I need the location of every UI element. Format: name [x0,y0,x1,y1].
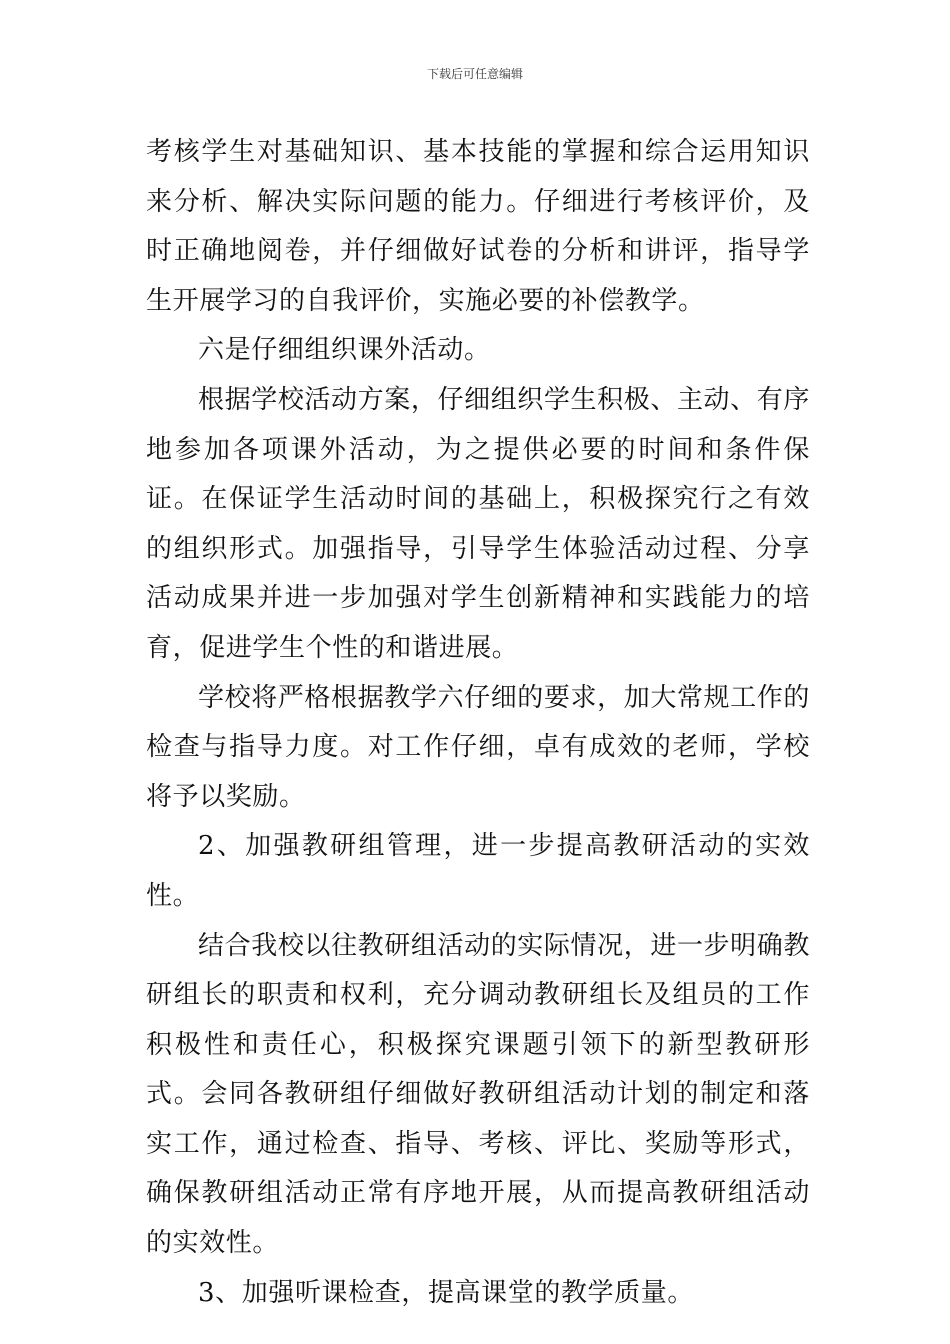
paragraph-inspection: 学校将严格根据教学六仔细的要求，加大常规工作的检查与指导力度。对工作仔细，卓有成效的老师，学校将予以奖励。 [146,682,810,812]
paragraph-section-six-heading: 六是仔细组织课外活动。 [198,335,491,366]
paragraph-item-three-heading: 3、加强听课检查，提高课堂的教学质量。 [198,1277,694,1308]
document-body [146,128,810,1318]
paragraph-research-groups: 结合我校以往教研组活动的实际情况，进一步明确教研组长的职责和权利，充分调动教研组长及组员的工作积极性和责任心，积极探究课题引领下的新型教研形式。会同各教研组仔细做好教研组活动计划的制定和落实工作，通过检查、指导、考核、评比、奖励等形式，确保教研组活动正常有序地开展，从而提高教研组活动的实效性。 [146,930,810,1259]
paragraph-extracurricular: 根据学校活动方案，仔细组织学生积极、主动、有序地参加各项课外活动，为之提供必要的时间和条件保证。在保证学生活动时间的基础上，积极探究行之有效的组织形式。加强指导，引导学生体验活动过程、分享活动成果并进一步加强对学生创新精神和实践能力的培育，促进学生个性的和谐进展。 [146,384,810,663]
paragraph-item-two-heading: 2、加强教研组管理，进一步提高教研活动的实效性。 [146,831,810,911]
page-header: 下载后可任意编辑 [426,67,523,81]
paragraph-continued: 考核学生对基础知识、基本技能的掌握和综合运用知识来分析、解决实际问题的能力。仔细进行考核评价，及时正确地阅卷，并仔细做好试卷的分析和讲评，指导学生开展学习的自我评价，实施必要的补偿教学。 [146,137,810,316]
